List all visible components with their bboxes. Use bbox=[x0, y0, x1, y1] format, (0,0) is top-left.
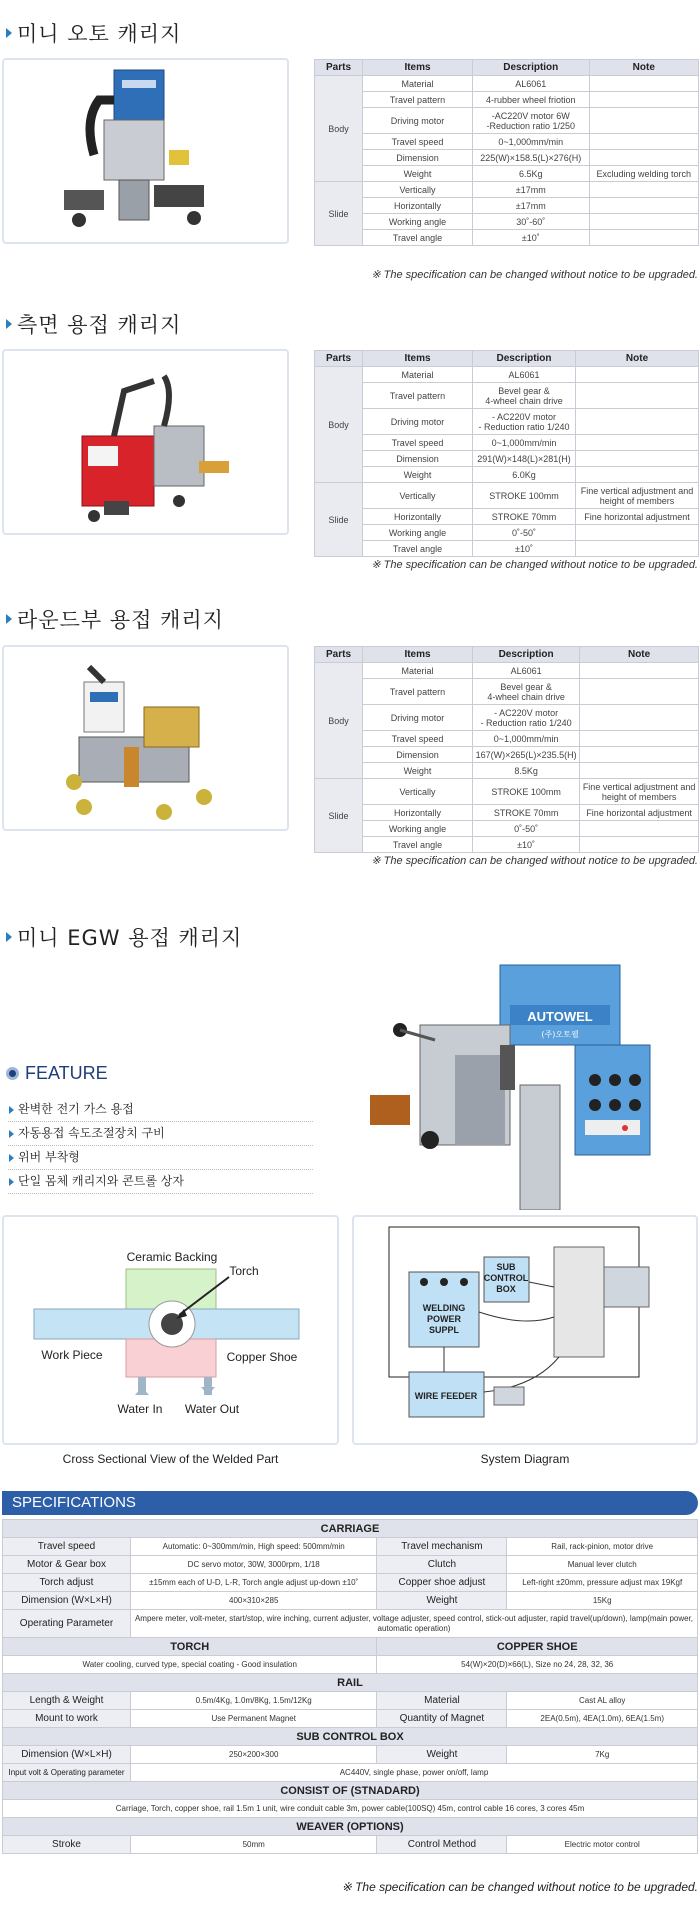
section-title: 라운드부 용접 캐리지 bbox=[6, 604, 224, 634]
sub-control-header: SUB CONTROL BOX bbox=[3, 1728, 698, 1746]
spec-label: Torch adjust bbox=[3, 1574, 131, 1592]
spec-cell: Fine vertical adjustment and height of members bbox=[576, 483, 699, 509]
spec-cell bbox=[580, 821, 699, 837]
arrow-bullet-icon bbox=[6, 932, 12, 942]
spec-label: Dimension (W×L×H) bbox=[3, 1746, 131, 1764]
spec-cell: 4-rubber wheel friotion bbox=[473, 92, 590, 108]
spec-value: 400×310×285 bbox=[131, 1592, 377, 1610]
section-title: 측면 용접 캐리지 bbox=[6, 309, 181, 339]
feature-title: FEATURE bbox=[6, 1063, 108, 1084]
egw-carriage-photo bbox=[360, 955, 698, 1210]
spec-cell bbox=[589, 198, 698, 214]
spec-cell: Dimension bbox=[363, 747, 473, 763]
spec-cell: Travel angle bbox=[363, 541, 473, 557]
spec-cell: Fine horizontal adjustment bbox=[580, 805, 699, 821]
spec-header-cell: Parts bbox=[315, 351, 363, 367]
specifications-table bbox=[2, 1519, 698, 1854]
parts-body-cell: Body bbox=[315, 663, 363, 779]
spec-cell: Weight bbox=[363, 467, 473, 483]
torch-label: Torch bbox=[229, 1264, 259, 1278]
rail-header: RAIL bbox=[3, 1674, 698, 1692]
spec-cell bbox=[580, 679, 699, 705]
spec-value: Automatic: 0~300mm/min, High speed: 500mm/min bbox=[131, 1538, 377, 1556]
cross-section-svg bbox=[4, 1217, 337, 1443]
arrow-bullet-icon bbox=[6, 319, 12, 329]
spec-cell: STROKE 70mm bbox=[473, 509, 576, 525]
spec-cell: STROKE 100mm bbox=[473, 779, 580, 805]
spec-cell: Vertically bbox=[363, 779, 473, 805]
spec-value: 54(W)×20(D)×66(L), Size no 24, 28, 32, 36 bbox=[377, 1656, 698, 1674]
brand-sub-label: (주)오토웰 bbox=[541, 1030, 579, 1039]
spec-cell bbox=[580, 663, 699, 679]
spec-cell: Travel pattern bbox=[363, 679, 473, 705]
spec-cell: ±10˚ bbox=[473, 837, 580, 853]
spec-label: Travel speed bbox=[3, 1538, 131, 1556]
spec-cell: Driving motor bbox=[363, 108, 473, 134]
spec-cell: 6.0Kg bbox=[473, 467, 576, 483]
spec-value: 2EA(0.5m), 4EA(1.0m), 6EA(1.5m) bbox=[507, 1710, 698, 1728]
spec-cell: Dimension bbox=[363, 451, 473, 467]
brand-label: AUTOWEL bbox=[527, 1009, 593, 1024]
spec-cell: 0~1,000mm/min bbox=[473, 435, 576, 451]
cross-section-caption: Cross Sectional View of the Welded Part bbox=[62, 1452, 279, 1466]
spec-cell bbox=[576, 435, 699, 451]
spec-cell bbox=[580, 731, 699, 747]
spec-cell bbox=[589, 134, 698, 150]
spec-value: Electric motor control bbox=[507, 1836, 698, 1854]
spec-value: Ampere meter, volt-meter, start/stop, wire inching, current adjuster, voltage adjuster, speed control, stick-out adjuster, rapid travel(up/down), lamp(main power, automatic operation) bbox=[131, 1610, 698, 1638]
spec-value: 250×200×300 bbox=[131, 1746, 377, 1764]
spec-header-cell: Items bbox=[363, 60, 473, 76]
section-title: 미니 오토 캐리지 bbox=[6, 18, 181, 48]
weaver-header: WEAVER (OPTIONS) bbox=[3, 1818, 698, 1836]
spec-cell: Bevel gear & 4-wheel chain drive bbox=[473, 383, 576, 409]
spec-cell: ±17mm bbox=[473, 198, 590, 214]
feature-item: 위버 부착형 bbox=[8, 1146, 313, 1170]
spec-cell bbox=[589, 92, 698, 108]
spec-value: Water cooling, curved type, special coating - Good insulation bbox=[3, 1656, 377, 1674]
spec-cell bbox=[576, 383, 699, 409]
spec-cell: ±10˚ bbox=[473, 230, 590, 246]
egw-section-title: 미니 EGW 용접 캐리지 bbox=[6, 922, 242, 952]
carriage-photo-2 bbox=[2, 349, 289, 535]
spec-label: Quantity of Magnet bbox=[377, 1710, 507, 1728]
specification-footer-note: ※ The specification can be changed without notice to be upgraded. bbox=[341, 1880, 698, 1894]
spec-cell: 0~1,000mm/min bbox=[473, 134, 590, 150]
system-diagram bbox=[352, 1215, 698, 1445]
spec-value: Manual lever clutch bbox=[507, 1556, 698, 1574]
spec-cell bbox=[589, 150, 698, 166]
spec-cell: -AC220V motor 6W -Reduction ratio 1/250 bbox=[473, 108, 590, 134]
spec-value: 7Kg bbox=[507, 1746, 698, 1764]
round-welding-carriage-illustration bbox=[4, 647, 287, 829]
spec-cell: Travel speed bbox=[363, 731, 473, 747]
spec-cell: 0˚-50˚ bbox=[473, 525, 576, 541]
copper-shoe-header: COPPER SHOE bbox=[377, 1638, 698, 1656]
spec-cell: Weight bbox=[363, 763, 473, 779]
spec-cell: AL6061 bbox=[473, 367, 576, 383]
spec-value: 15Kg bbox=[507, 1592, 698, 1610]
spec-cell: AL6061 bbox=[473, 663, 580, 679]
feature-item: 단일 몸체 캐리지와 콘트롤 상자 bbox=[8, 1170, 313, 1194]
spec-cell: - AC220V motor - Reduction ratio 1/240 bbox=[473, 705, 580, 731]
spec-cell bbox=[576, 467, 699, 483]
spec-cell bbox=[589, 214, 698, 230]
spec-label: Clutch bbox=[377, 1556, 507, 1574]
spec-cell: Excluding welding torch bbox=[589, 166, 698, 182]
parts-slide-cell: Slide bbox=[315, 483, 363, 557]
spec-label: Control Method bbox=[377, 1836, 507, 1854]
spec-value: 50mm bbox=[131, 1836, 377, 1854]
specifications-header: SPECIFICATIONS bbox=[2, 1491, 698, 1515]
spec-cell: STROKE 100mm bbox=[473, 483, 576, 509]
spec-cell: 6.5Kg bbox=[473, 166, 590, 182]
spec-cell bbox=[580, 747, 699, 763]
spec-cell: Vertically bbox=[363, 483, 473, 509]
spec-cell: Travel pattern bbox=[363, 92, 473, 108]
spec-label: Travel mechanism bbox=[377, 1538, 507, 1556]
water-out-label: Water Out bbox=[184, 1402, 240, 1416]
spec-cell: Fine horizontal adjustment bbox=[576, 509, 699, 525]
spec-header-cell: Note bbox=[576, 351, 699, 367]
spec-table-2 bbox=[314, 350, 699, 557]
spec-cell: Material bbox=[363, 663, 473, 679]
spec-note: ※ The specification can be changed without notice to be upgraded. bbox=[371, 855, 698, 867]
system-diagram-caption: System Diagram bbox=[480, 1452, 570, 1466]
spec-cell: Dimension bbox=[363, 150, 473, 166]
spec-label: Weight bbox=[377, 1592, 507, 1610]
spec-cell: 225(W)×158.5(L)×276(H) bbox=[473, 150, 590, 166]
spec-cell: Bevel gear & 4-wheel chain drive bbox=[473, 679, 580, 705]
spec-cell: Material bbox=[363, 76, 473, 92]
spec-cell: Weight bbox=[363, 166, 473, 182]
spec-cell: Vertically bbox=[363, 182, 473, 198]
spec-header-cell: Parts bbox=[315, 60, 363, 76]
sub-control-box-label: SUB CONTROL BOX bbox=[483, 1262, 529, 1294]
parts-slide-cell: Slide bbox=[315, 779, 363, 853]
arrow-bullet-icon bbox=[6, 28, 12, 38]
arrow-bullet-icon bbox=[6, 614, 12, 624]
spec-note: ※ The specification can be changed without notice to be upgraded. bbox=[371, 559, 698, 571]
spec-value: AC440V, single phase, power on/off, lamp bbox=[131, 1764, 698, 1782]
water-in-label: Water In bbox=[117, 1402, 163, 1416]
torch-header: TORCH bbox=[3, 1638, 377, 1656]
egw-carriage-illustration bbox=[360, 955, 698, 1210]
wire-feeder-label: WIRE FEEDER bbox=[414, 1391, 478, 1401]
spec-cell: STROKE 70mm bbox=[473, 805, 580, 821]
spec-label: Material bbox=[377, 1692, 507, 1710]
spec-cell: - AC220V motor - Reduction ratio 1/240 bbox=[473, 409, 576, 435]
spec-note: ※ The specification can be changed without notice to be upgraded. bbox=[371, 269, 698, 281]
spec-cell: Travel pattern bbox=[363, 383, 473, 409]
ceramic-backing-label: Ceramic Backing bbox=[126, 1250, 218, 1264]
spec-header-cell: Description bbox=[473, 60, 590, 76]
carriage-photo-3 bbox=[2, 645, 289, 831]
spec-header-cell: Parts bbox=[315, 647, 363, 663]
spec-cell: Horizontally bbox=[363, 198, 473, 214]
mini-auto-carriage-illustration bbox=[4, 60, 287, 242]
spec-cell: Driving motor bbox=[363, 705, 473, 731]
spec-cell bbox=[580, 705, 699, 731]
spec-cell: ±17mm bbox=[473, 182, 590, 198]
spec-cell: Working angle bbox=[363, 214, 473, 230]
spec-cell: Horizontally bbox=[363, 805, 473, 821]
spec-label: Motor & Gear box bbox=[3, 1556, 131, 1574]
copper-shoe-label: Copper Shoe bbox=[226, 1350, 298, 1364]
welding-power-supply-label: WELDING POWER SUPPL bbox=[422, 1303, 466, 1335]
spec-cell: Working angle bbox=[363, 525, 473, 541]
carriage-header: CARRIAGE bbox=[3, 1520, 698, 1538]
carriage-photo-1 bbox=[2, 58, 289, 244]
spec-value: Carriage, Torch, copper shoe, rail 1.5m 1 unit, wire conduit cable 3m, power cable(100SQ) 45m, control cable 16 cores, 3 cores 45m bbox=[3, 1800, 698, 1818]
spec-cell: Driving motor bbox=[363, 409, 473, 435]
cross-section-diagram bbox=[2, 1215, 339, 1445]
spec-cell: Working angle bbox=[363, 821, 473, 837]
parts-body-cell: Body bbox=[315, 76, 363, 182]
spec-label: Weight bbox=[377, 1746, 507, 1764]
spec-cell bbox=[589, 76, 698, 92]
consist-header: CONSIST OF (STNADARD) bbox=[3, 1782, 698, 1800]
spec-label: Copper shoe adjust bbox=[377, 1574, 507, 1592]
spec-value: ±15mm each of U-D, L-R, Torch angle adjust up-down ±10˚ bbox=[131, 1574, 377, 1592]
spec-value: Rail, rack-pinion, motor drive bbox=[507, 1538, 698, 1556]
spec-cell: Travel speed bbox=[363, 134, 473, 150]
spec-cell: 8.5Kg bbox=[473, 763, 580, 779]
spec-cell bbox=[576, 409, 699, 435]
spec-cell bbox=[576, 541, 699, 557]
spec-cell bbox=[580, 837, 699, 853]
spec-cell bbox=[589, 230, 698, 246]
spec-header-cell: Description bbox=[473, 351, 576, 367]
system-diagram-svg bbox=[354, 1217, 696, 1443]
spec-cell bbox=[576, 451, 699, 467]
spec-value: DC servo motor, 30W, 3000rpm, 1/18 bbox=[131, 1556, 377, 1574]
spec-value: Left-right ±20mm, pressure adjust max 19Kgf bbox=[507, 1574, 698, 1592]
feature-item: 자동용접 속도조절장치 구비 bbox=[8, 1122, 313, 1146]
parts-body-cell: Body bbox=[315, 367, 363, 483]
spec-label: Input volt & Operating parameter bbox=[3, 1764, 131, 1782]
spec-cell: AL6061 bbox=[473, 76, 590, 92]
spec-label: Dimension (W×L×H) bbox=[3, 1592, 131, 1610]
spec-value: 0.5m/4Kg, 1.0m/8Kg, 1.5m/12Kg bbox=[131, 1692, 377, 1710]
spec-cell: Fine vertical adjustment and height of members bbox=[580, 779, 699, 805]
spec-cell: 0˚-50˚ bbox=[473, 821, 580, 837]
spec-cell: Travel angle bbox=[363, 837, 473, 853]
spec-cell bbox=[576, 367, 699, 383]
spec-cell: ±10˚ bbox=[473, 541, 576, 557]
spec-cell: Travel speed bbox=[363, 435, 473, 451]
feature-list bbox=[8, 1098, 313, 1194]
spec-header-cell: Items bbox=[363, 351, 473, 367]
spec-label: Mount to work bbox=[3, 1710, 131, 1728]
side-welding-carriage-illustration bbox=[4, 351, 287, 533]
spec-label: Length & Weight bbox=[3, 1692, 131, 1710]
spec-cell bbox=[589, 108, 698, 134]
spec-header-cell: Description bbox=[473, 647, 580, 663]
spec-label: Stroke bbox=[3, 1836, 131, 1854]
spec-label: Operating Parameter bbox=[3, 1610, 131, 1638]
feature-item: 완벽한 전기 가스 용접 bbox=[8, 1098, 313, 1122]
spec-cell: 0~1,000mm/min bbox=[473, 731, 580, 747]
spec-cell: Material bbox=[363, 367, 473, 383]
spec-cell bbox=[576, 525, 699, 541]
spec-table-3 bbox=[314, 646, 699, 853]
spec-header-cell: Note bbox=[589, 60, 698, 76]
work-piece-label: Work Piece bbox=[41, 1348, 103, 1362]
spec-table-1 bbox=[314, 59, 699, 246]
feature-bullet-icon bbox=[6, 1067, 19, 1080]
spec-cell: Horizontally bbox=[363, 509, 473, 525]
spec-header-cell: Note bbox=[580, 647, 699, 663]
spec-cell bbox=[589, 182, 698, 198]
spec-cell: Travel angle bbox=[363, 230, 473, 246]
spec-cell: 167(W)×265(L)×235.5(H) bbox=[473, 747, 580, 763]
spec-value: Cast AL alloy bbox=[507, 1692, 698, 1710]
spec-value: Use Permanent Magnet bbox=[131, 1710, 377, 1728]
spec-header-cell: Items bbox=[363, 647, 473, 663]
spec-cell: 291(W)×148(L)×281(H) bbox=[473, 451, 576, 467]
parts-slide-cell: Slide bbox=[315, 182, 363, 246]
spec-cell bbox=[580, 763, 699, 779]
spec-cell: 30˚-60˚ bbox=[473, 214, 590, 230]
